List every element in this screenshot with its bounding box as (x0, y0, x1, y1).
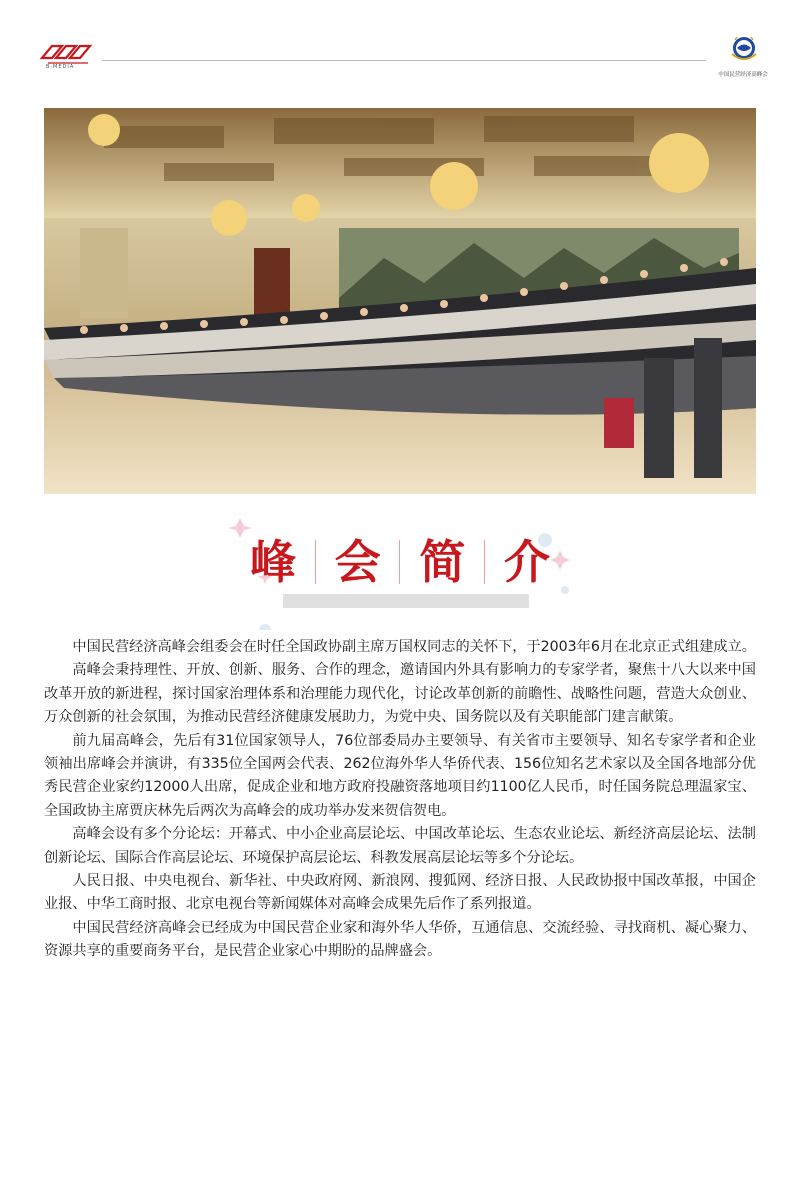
section-title-char: 峰 (250, 535, 296, 589)
page-header (0, 0, 800, 90)
title-underline-bar (283, 594, 529, 608)
publisher-logo-caption: B·MEDIA (46, 64, 75, 70)
summit-emblem-caption: 中国民营经济高峰会 (718, 72, 768, 78)
section-title-char: 简 (419, 535, 466, 589)
section-title-char: 会 (334, 535, 381, 589)
title-separator (399, 540, 400, 584)
title-separator (484, 540, 485, 584)
intro-body (44, 636, 756, 964)
intro-paragraph: 中国民营经济高峰会组委会在时任全国政协副主席万国权同志的关怀下，于2003年6月在北京正式组建成立。 (72, 639, 756, 655)
intro-paragraph: 中国民营经济高峰会已经成为中国民营企业家和海外华人华侨，互通信息、交流经验、寻找商机、凝心聚力、资源共享的重要商务平台，是民营企业家心中期盼的品牌盛会。 (44, 919, 756, 960)
intro-paragraph: 高峰会秉持理性、开放、创新、服务、合作的理念，邀请国内外具有影响力的专家学者，聚焦十八大以来中国改革开放的新进程，探讨国家治理体系和治理能力现代化，讨论改革创新的前瞻性、战略性问题，营造大众创业、万众创新的社会氛围，为推动民营经济健康发展助力，为党中央、国务院以及有关职能部门建言献策。 (44, 662, 756, 726)
intro-paragraph: 高峰会设有多个分论坛：开幕式、中小企业高层论坛、中国改革论坛、生态农业论坛、新经济高层论坛、法制创新论坛、国际合作高层论坛、环境保护高层论坛、科教发展高层论坛等多个分论坛。 (44, 826, 756, 866)
title-separator (315, 540, 316, 584)
section-title-char: 介 (503, 535, 550, 589)
section-title (250, 534, 550, 590)
intro-paragraph: 前九届高峰会，先后有31位国家领导人，76位部委局办主要领导、有关省市主要领导、知名专家学者和企业领袖出席峰会并演讲，有335位全国两会代表、262位海外华人华侨代表、156位知名艺术家以及全国各地部分优秀民营企业家约12000人出席，促成企业和地方政府投融资落地项目约1100亿人民币，时任国务院总理温家宝、全国政协主席贾庆林先后两次为高峰会的成功举办发来贺信贺电。 (44, 732, 756, 819)
group-photo-image (44, 108, 756, 494)
section-title-area (0, 500, 800, 630)
header-divider (102, 60, 706, 61)
summit-emblem-icon (726, 34, 762, 66)
intro-paragraph: 人民日报、中央电视台、新华社、中央政府网、新浪网、搜狐网、经济日报、人民政协报中国改革报，中国企业报、中华工商时报、北京电视台等新闻媒体对高峰会成果先后作了系列报道。 (44, 873, 756, 913)
